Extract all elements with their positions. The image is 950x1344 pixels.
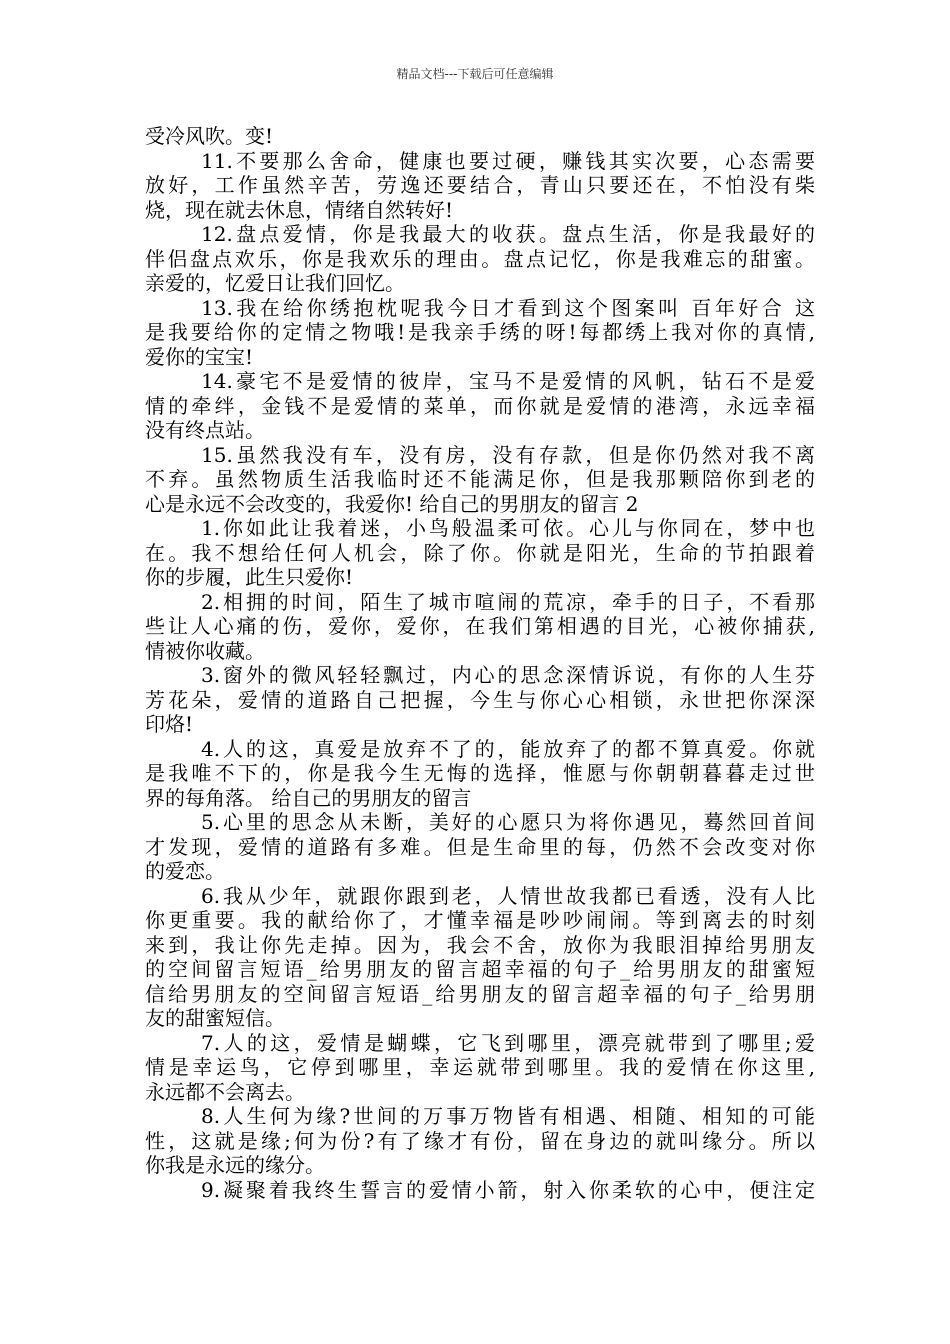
text-line: 1.你如此让我着迷，小鸟般温柔可依。心儿与你同在，梦中也 (201, 516, 815, 540)
text-line: 你更重要。我的献给你了，才懂幸福是吵吵闹闹。等到离去的时刻 (145, 908, 815, 932)
text-line: 的爱恋。 (145, 859, 225, 883)
text-line: 情是幸运鸟，它停到哪里，幸运就带到哪里。我的爱情在你这里, (145, 1055, 815, 1079)
text-line: 9.凝聚着我终生誓言的爱情小箭，射入你柔软的心中，便注定 (201, 1177, 815, 1202)
text-line: 放好，工作虽然辛苦，劳逸还要结合，青山只要还在，不怕没有柴 (145, 173, 815, 197)
text-line: 14.豪宅不是爱情的彼岸，宝马不是爱情的风帆，钻石不是爱 (201, 369, 815, 393)
text-line: 友的甜蜜短信。 (145, 1006, 285, 1030)
text-line: 不弃。虽然物质生活我临时还不能满足你，但是我那颗陪你到老的 (145, 467, 815, 491)
text-line: 芳花朵，爱情的道路自己把握，今生与你心心相锁，永世把你深深 (145, 687, 815, 712)
text-line: 4.人的这，真爱是放弃不了的，能放弃了的都不算真爱。你就 (201, 736, 815, 761)
text-line: 6.我从少年，就跟你跟到老，人情世故我都已看透，没有人比 (201, 883, 815, 908)
text-line: 界的每角落。 给自己的男朋友的留言 (145, 785, 472, 810)
text-line: 8.人生何为缘?世间的万事万物皆有相遇、相随、相知的可能 (201, 1104, 815, 1128)
text-line: 受冷风吹。变! (145, 124, 274, 148)
text-line: 信给男朋友的空间留言短语_给男朋友的留言超幸福的句子_给男朋 (145, 981, 815, 1006)
text-line: 15.虽然我没有车，没有房，没有存款，但是你仍然对我不离 (201, 442, 815, 467)
text-line: 情的牵绊，金钱不是爱情的菜单，而你就是爱情的港湾，永远幸福 (145, 393, 815, 418)
text-line: 来到，我让你先走掉。因为，我会不舍，放你为我眼泪掉给男朋友 (145, 932, 815, 957)
text-line: 7.人的这，爱情是蝴蝶，它飞到哪里，漂亮就带到了哪里;爱 (201, 1030, 815, 1055)
text-line: 心是永远不会改变的，我爱你! 给自己的男朋友的留言 2 (145, 491, 639, 516)
text-line: 13.我在给你绣抱枕呢我今日才看到这个图案叫 百年好合 这 (201, 295, 815, 320)
page-header: 精品文档---下载后可任意编辑 (396, 67, 554, 81)
text-line: 没有终点站。 (145, 418, 265, 442)
text-line: 印烙! (145, 712, 194, 736)
document-body (145, 124, 815, 1202)
text-line: 3.窗外的微风轻轻飘过，内心的思念深情诉说，有你的人生芬 (201, 663, 815, 687)
text-line: 爱你的宝宝! (145, 344, 254, 369)
text-line: 些让人心痛的伤，爱你，爱你，在我们第相遇的目光，心被你捕获, (145, 614, 815, 638)
text-line: 伴侣盘点欢乐，你是我欢乐的理由。盘点记忆，你是我难忘的甜蜜。 (145, 246, 815, 271)
text-line: 在。我不想给任何人机会，除了你。你就是阳光，生命的节拍跟着 (145, 540, 815, 565)
text-line: 情被你收藏。 (145, 638, 265, 663)
text-line: 12.盘点爱情，你是我最大的收获。盘点生活，你是我最好的 (201, 222, 815, 246)
text-line: 亲爱的，忆爱日让我们回忆。 (145, 271, 405, 295)
text-line: 你我是永远的缘分。 (145, 1153, 325, 1177)
text-line: 性，这就是缘;何为份?有了缘才有份，留在身边的就叫缘分。所以 (145, 1128, 815, 1153)
text-line: 11.不要那么舍命，健康也要过硬，赚钱其实次要，心态需要 (201, 148, 815, 173)
text-line: 5.心里的思念从未断，美好的心愿只为将你遇见，蓦然回首间 (201, 810, 815, 834)
text-line: 是我要给你的定情之物哦!是我亲手绣的呀!每都绣上我对你的真情, (145, 320, 815, 344)
text-line: 的空间留言短语_给男朋友的留言超幸福的句子_给男朋友的甜蜜短 (145, 957, 815, 981)
text-line: 2.相拥的时间，陌生了城市喧闹的荒凉，牵手的日子，不看那 (201, 589, 815, 614)
text-line: 烧，现在就去休息，情绪自然转好! (145, 197, 454, 222)
text-line: 才发现，爱情的道路有多难。但是生命里的每，仍然不会改变对你 (145, 834, 815, 859)
text-line: 是我唯不下的，你是我今生无悔的选择，惟愿与你朝朝暮暮走过世 (145, 761, 815, 785)
text-line: 你的步履，此生只爱你! (145, 565, 354, 589)
text-line: 永远都不会离去。 (145, 1079, 305, 1104)
